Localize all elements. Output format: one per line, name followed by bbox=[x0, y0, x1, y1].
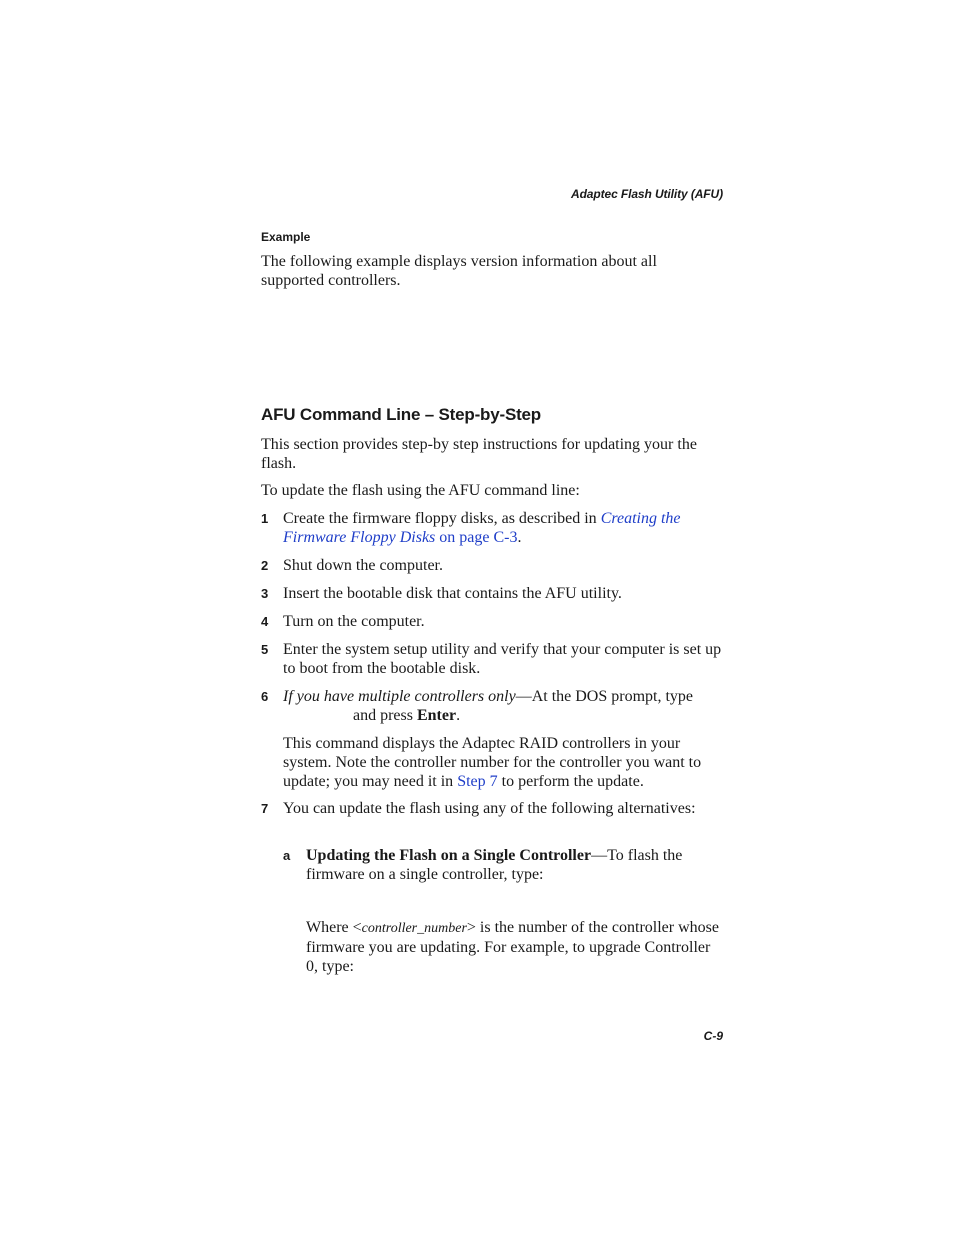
step-number: 7 bbox=[261, 801, 269, 816]
step-6-end: . bbox=[456, 707, 461, 724]
step-6-note-end: to perform the update. bbox=[497, 773, 644, 790]
step-number: 4 bbox=[261, 614, 269, 629]
step-number: 1 bbox=[261, 511, 269, 526]
step-5-text: Enter the system setup utility and verify that your computer is set up to boot from the bootable disk. bbox=[283, 641, 722, 677]
step-6-note bbox=[283, 734, 723, 791]
substep-letter: a bbox=[283, 848, 291, 863]
substep-a-body: —To flash the firmware on a single controller, type: bbox=[306, 847, 683, 883]
link-page-ref: on page C-3 bbox=[435, 529, 518, 546]
step-number: 3 bbox=[261, 586, 269, 601]
example-paragraph: The following example displays version information about all supported controllers. bbox=[261, 253, 657, 289]
where-prefix: Where < bbox=[306, 919, 362, 936]
step-1-end: . bbox=[517, 529, 522, 546]
step-number: 5 bbox=[261, 642, 269, 657]
page-number: C-9 bbox=[703, 1029, 723, 1043]
controller-number-param: controller_number bbox=[361, 921, 467, 936]
step-6-condition: If you have multiple controllers only bbox=[283, 688, 516, 705]
section-intro: This section provides step-by step instructions for updating your the flash. bbox=[261, 436, 697, 472]
step-3-text: Insert the bootable disk that contains the AFU utility. bbox=[283, 585, 622, 602]
section-lead: To update the flash using the AFU command line: bbox=[261, 482, 580, 499]
step-number: 2 bbox=[261, 558, 269, 573]
step-6-instruction: —At the DOS prompt, type bbox=[515, 688, 694, 705]
enter-key: Enter bbox=[416, 707, 457, 724]
substep-a-where bbox=[306, 918, 723, 976]
step-1-text bbox=[283, 509, 723, 547]
substep-a-text bbox=[306, 846, 723, 884]
step-2-text: Shut down the computer. bbox=[283, 557, 443, 574]
where-suffix: > is the number of the controller whose firmware you are updating. For example, to upgrade Controller 0, type: bbox=[306, 919, 719, 975]
step-6-note-body: This command displays the Adaptec RAID controllers in your system. Note the controller number for the controller you want to update; you may need it in bbox=[283, 735, 702, 790]
step-4-text: Turn on the computer. bbox=[283, 613, 425, 630]
step-7-link[interactable]: Step 7 bbox=[457, 773, 498, 790]
substep-a-title: Updating the Flash on a Single Controller bbox=[306, 847, 592, 864]
step-6-instruction-2: and press bbox=[353, 707, 417, 724]
section-title: AFU Command Line – Step-by-Step bbox=[261, 405, 541, 424]
step-7-text: You can update the flash using any of the following alternatives: bbox=[283, 800, 696, 817]
example-heading: Example bbox=[261, 230, 311, 244]
step-number: 6 bbox=[261, 689, 269, 704]
step-6-text bbox=[283, 687, 723, 725]
step-1-body: Create the firmware floppy disks, as described in bbox=[283, 510, 601, 527]
link-section-title: Creating the Firmware Floppy Disks bbox=[283, 510, 681, 546]
running-header: Adaptec Flash Utility (AFU) bbox=[571, 187, 723, 201]
